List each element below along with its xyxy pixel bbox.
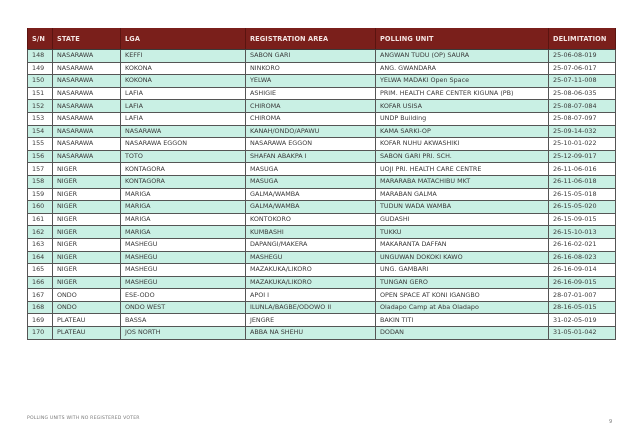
cell-lga: ONDO WEST — [121, 301, 246, 314]
cell-state: NIGER — [53, 213, 121, 226]
column-header-sn: S/N — [28, 28, 53, 50]
table-row — [28, 138, 616, 151]
cell-lga: NASARAWA — [121, 125, 246, 138]
cell-polling-unit: YELWA MADAKI Open Space — [376, 75, 549, 88]
table-row — [28, 213, 616, 226]
cell-sn: 154 — [28, 125, 53, 138]
cell-delimitation: 25-08-07-097 — [549, 112, 616, 125]
table-row — [28, 276, 616, 289]
cell-registration-area: KUMBASHI — [246, 226, 376, 239]
cell-registration-area: GALMA/WAMBA — [246, 188, 376, 201]
table-row — [28, 175, 616, 188]
cell-registration-area: DAPANGI/MAKERA — [246, 238, 376, 251]
table-row — [28, 201, 616, 214]
cell-lga: MASHEGU — [121, 251, 246, 264]
table-row — [28, 226, 616, 239]
table-row — [28, 150, 616, 163]
cell-polling-unit: TUKKU — [376, 226, 549, 239]
cell-delimitation: 26-11-06-016 — [549, 163, 616, 176]
cell-state: NIGER — [53, 264, 121, 277]
cell-polling-unit: PRIM. HEALTH CARE CENTER KIGUNA (PB) — [376, 87, 549, 100]
cell-state: PLATEAU — [53, 327, 121, 340]
cell-sn: 151 — [28, 87, 53, 100]
cell-registration-area: KONTOKORO — [246, 213, 376, 226]
cell-state: NASARAWA — [53, 87, 121, 100]
cell-registration-area: SABON GARI — [246, 50, 376, 63]
cell-registration-area: NASARAWA EGGON — [246, 138, 376, 151]
column-header-polling-unit: POLLING UNIT — [376, 28, 549, 50]
cell-registration-area: JENGRE — [246, 314, 376, 327]
table-row — [28, 87, 616, 100]
cell-registration-area: MASHEGU — [246, 251, 376, 264]
cell-polling-unit: ANG. GWANDARA — [376, 62, 549, 75]
cell-polling-unit: KOFAR USISA — [376, 100, 549, 113]
cell-polling-unit: BAKIN TITI — [376, 314, 549, 327]
cell-state: NIGER — [53, 163, 121, 176]
footer-note: POLLING UNITS WITH NO REGISTERED VOTER — [27, 416, 140, 421]
table-row — [28, 289, 616, 302]
cell-state: NASARAWA — [53, 75, 121, 88]
cell-delimitation: 25-07-06-017 — [549, 62, 616, 75]
cell-registration-area: YELWA — [246, 75, 376, 88]
table-row — [28, 100, 616, 113]
cell-state: NIGER — [53, 276, 121, 289]
cell-lga: MARIGA — [121, 226, 246, 239]
cell-polling-unit: TUNGAN GERO — [376, 276, 549, 289]
cell-state: NASARAWA — [53, 125, 121, 138]
cell-sn: 149 — [28, 62, 53, 75]
cell-delimitation: 25-08-07-084 — [549, 100, 616, 113]
cell-delimitation: 25-09-14-032 — [549, 125, 616, 138]
cell-lga: NASARAWA EGGON — [121, 138, 246, 151]
cell-delimitation: 26-15-10-013 — [549, 226, 616, 239]
cell-polling-unit: MARARABA MATACHIBU MKT — [376, 175, 549, 188]
cell-polling-unit: TUDUN WADA WAMBA — [376, 201, 549, 214]
cell-state: ONDO — [53, 289, 121, 302]
cell-delimitation: 25-10-01-022 — [549, 138, 616, 151]
cell-registration-area: CHIROMA — [246, 112, 376, 125]
cell-registration-area: KANAH/ONDO/APAWU — [246, 125, 376, 138]
cell-state: NASARAWA — [53, 112, 121, 125]
cell-polling-unit: MARABAN GALMA — [376, 188, 549, 201]
cell-sn: 170 — [28, 327, 53, 340]
cell-delimitation: 25-08-06-035 — [549, 87, 616, 100]
cell-delimitation: 26-16-08-023 — [549, 251, 616, 264]
table-row — [28, 327, 616, 340]
table-row — [28, 163, 616, 176]
table-row — [28, 264, 616, 277]
cell-delimitation: 26-11-06-018 — [549, 175, 616, 188]
cell-registration-area: MAZAKUKA/LIKORO — [246, 276, 376, 289]
cell-sn: 161 — [28, 213, 53, 226]
cell-polling-unit: SABON GARI PRI. SCH. — [376, 150, 549, 163]
cell-registration-area: MAZAKUKA/LIKORO — [246, 264, 376, 277]
cell-lga: KOKONA — [121, 75, 246, 88]
cell-state: PLATEAU — [53, 314, 121, 327]
cell-polling-unit: UNGUWAN DOKOKI KAWO — [376, 251, 549, 264]
page-number: 9 — [609, 419, 613, 425]
table-row — [28, 238, 616, 251]
cell-sn: 165 — [28, 264, 53, 277]
cell-sn: 164 — [28, 251, 53, 264]
cell-delimitation: 26-16-09-015 — [549, 276, 616, 289]
cell-sn: 166 — [28, 276, 53, 289]
table-row — [28, 125, 616, 138]
table-row — [28, 50, 616, 63]
cell-sn: 160 — [28, 201, 53, 214]
cell-lga: MARIGA — [121, 188, 246, 201]
cell-delimitation: 26-16-09-014 — [549, 264, 616, 277]
cell-polling-unit: UOJI PRI. HEALTH CARE CENTRE — [376, 163, 549, 176]
cell-lga: TOTO — [121, 150, 246, 163]
cell-registration-area: SHAFAN ABAKPA I — [246, 150, 376, 163]
cell-sn: 159 — [28, 188, 53, 201]
cell-lga: JOS NORTH — [121, 327, 246, 340]
cell-polling-unit: Oladapo Camp at Aba Oladapo — [376, 301, 549, 314]
cell-polling-unit: MAKARANTA DAFFAN — [376, 238, 549, 251]
cell-state: NIGER — [53, 175, 121, 188]
cell-lga: KONTAGORA — [121, 163, 246, 176]
cell-state: NIGER — [53, 188, 121, 201]
column-header-lga: LGA — [121, 28, 246, 50]
cell-sn: 150 — [28, 75, 53, 88]
cell-delimitation: 31-02-05-019 — [549, 314, 616, 327]
cell-state: NASARAWA — [53, 138, 121, 151]
cell-state: ONDO — [53, 301, 121, 314]
cell-registration-area: GALMA/WAMBA — [246, 201, 376, 214]
cell-delimitation: 26-15-09-015 — [549, 213, 616, 226]
cell-sn: 158 — [28, 175, 53, 188]
table-row — [28, 188, 616, 201]
cell-lga: MASHEGU — [121, 238, 246, 251]
cell-sn: 167 — [28, 289, 53, 302]
cell-polling-unit: UNDP Building — [376, 112, 549, 125]
table-row — [28, 75, 616, 88]
cell-state: NIGER — [53, 226, 121, 239]
polling-units-table — [27, 28, 616, 340]
cell-sn: 157 — [28, 163, 53, 176]
cell-lga: BASSA — [121, 314, 246, 327]
cell-registration-area: MASUGA — [246, 163, 376, 176]
cell-sn: 155 — [28, 138, 53, 151]
cell-registration-area: NINKORO — [246, 62, 376, 75]
cell-delimitation: 26-16-02-021 — [549, 238, 616, 251]
table-header-row — [28, 28, 616, 50]
cell-lga: LAFIA — [121, 100, 246, 113]
column-header-registration-area: REGISTRATION AREA — [246, 28, 376, 50]
cell-state: NIGER — [53, 201, 121, 214]
cell-polling-unit: ANGWAN TUDU (OP) SAURA — [376, 50, 549, 63]
cell-delimitation: 25-07-11-008 — [549, 75, 616, 88]
cell-state: NIGER — [53, 238, 121, 251]
table-body — [28, 50, 616, 340]
cell-delimitation: 28-07-01-007 — [549, 289, 616, 302]
cell-lga: MASHEGU — [121, 276, 246, 289]
cell-sn: 148 — [28, 50, 53, 63]
cell-sn: 162 — [28, 226, 53, 239]
cell-registration-area: MASUGA — [246, 175, 376, 188]
cell-polling-unit: OPEN SPACE AT KONI IGANGBO — [376, 289, 549, 302]
cell-lga: LAFIA — [121, 112, 246, 125]
cell-sn: 153 — [28, 112, 53, 125]
column-header-state: STATE — [53, 28, 121, 50]
cell-lga: MARIGA — [121, 201, 246, 214]
cell-polling-unit: DODAN — [376, 327, 549, 340]
cell-delimitation: 26-15-05-020 — [549, 201, 616, 214]
cell-registration-area: APOI I — [246, 289, 376, 302]
cell-delimitation: 25-12-09-017 — [549, 150, 616, 163]
cell-delimitation: 25-06-08-019 — [549, 50, 616, 63]
cell-lga: MARIGA — [121, 213, 246, 226]
cell-state: NASARAWA — [53, 50, 121, 63]
cell-delimitation: 31-05-01-042 — [549, 327, 616, 340]
cell-delimitation: 28-16-05-015 — [549, 301, 616, 314]
cell-lga: ESE-ODO — [121, 289, 246, 302]
cell-state: NIGER — [53, 251, 121, 264]
cell-lga: KOKONA — [121, 62, 246, 75]
table-row — [28, 314, 616, 327]
cell-state: NASARAWA — [53, 62, 121, 75]
cell-polling-unit: UNG. GAMBARI — [376, 264, 549, 277]
cell-polling-unit: GUDASHI — [376, 213, 549, 226]
column-header-delimitation: DELIMITATION — [549, 28, 616, 50]
cell-registration-area: CHIROMA — [246, 100, 376, 113]
cell-state: NASARAWA — [53, 100, 121, 113]
cell-registration-area: ASHIGIE — [246, 87, 376, 100]
table-row — [28, 301, 616, 314]
cell-sn: 169 — [28, 314, 53, 327]
cell-state: NASARAWA — [53, 150, 121, 163]
cell-polling-unit: KOFAR NUHU AKWASHIKI — [376, 138, 549, 151]
cell-sn: 168 — [28, 301, 53, 314]
cell-registration-area: ILUNLA/BAGBE/ODOWO II — [246, 301, 376, 314]
cell-registration-area: ABBA NA SHEHU — [246, 327, 376, 340]
cell-lga: KONTAGORA — [121, 175, 246, 188]
cell-polling-unit: KAMA SARKI-OP — [376, 125, 549, 138]
cell-sn: 156 — [28, 150, 53, 163]
cell-delimitation: 26-15-05-018 — [549, 188, 616, 201]
table-row — [28, 112, 616, 125]
cell-lga: LAFIA — [121, 87, 246, 100]
cell-lga: MASHEGU — [121, 264, 246, 277]
cell-sn: 152 — [28, 100, 53, 113]
table-row — [28, 62, 616, 75]
cell-lga: KEFFI — [121, 50, 246, 63]
table-row — [28, 251, 616, 264]
cell-sn: 163 — [28, 238, 53, 251]
